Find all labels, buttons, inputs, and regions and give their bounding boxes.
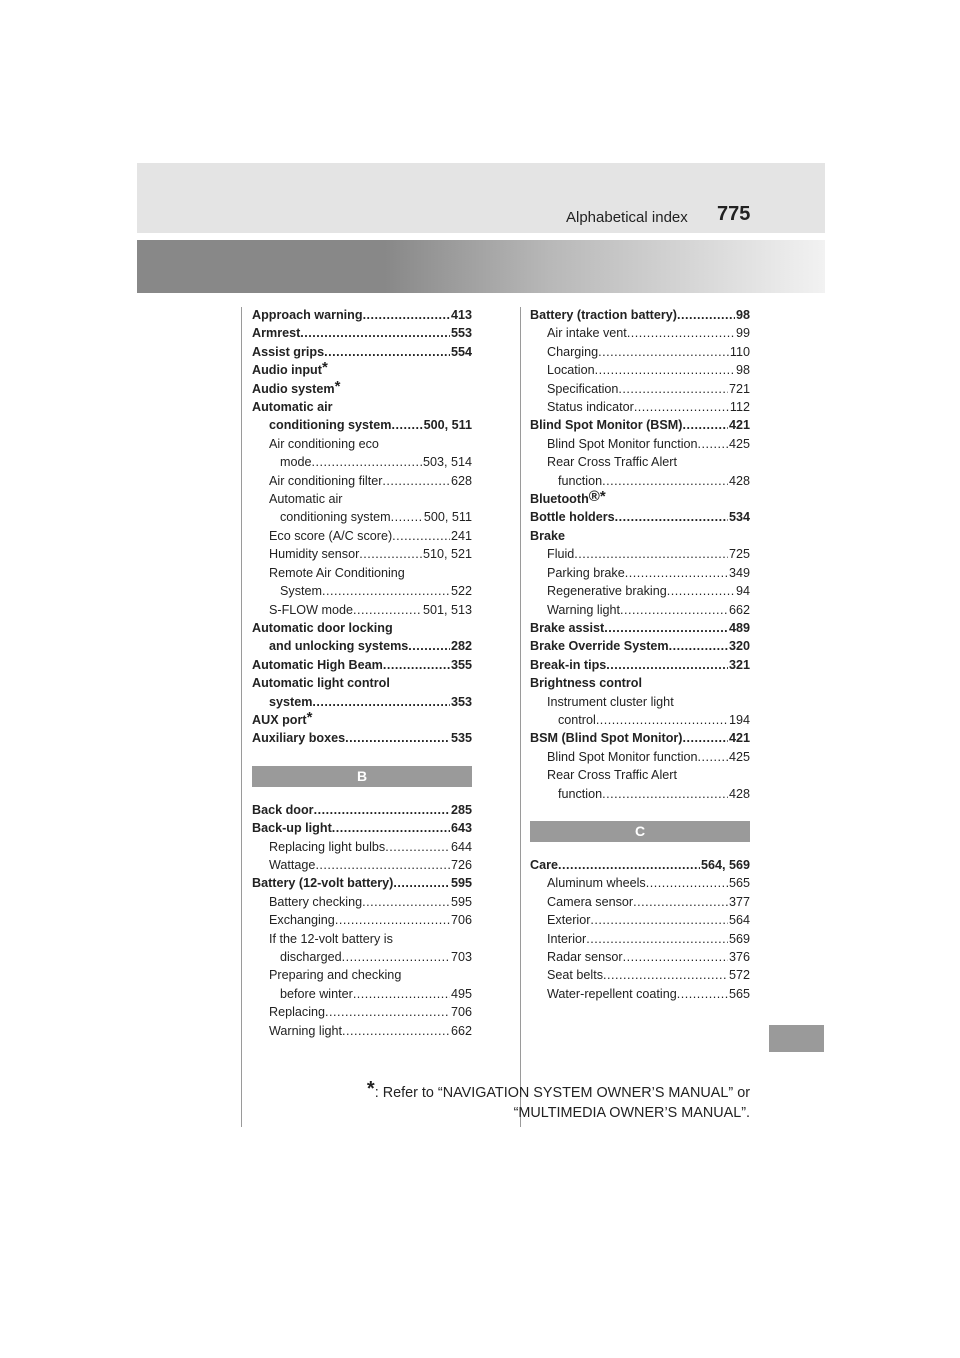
dot-leader [602,785,728,803]
dot-leader [342,948,450,966]
dot-leader [353,601,422,619]
index-entry-term: Air conditioning filter [269,473,383,488]
index-entry [252,453,472,471]
index-entry-page: 421 [728,731,750,746]
index-entry-page: 662 [728,602,750,617]
index-entry [530,582,750,600]
index-entry-term: Automatic air [252,400,333,415]
index-entry-term: Specification [547,381,619,396]
index-entry-term: Approach warning [252,308,363,322]
index-entry-page: 99 [735,326,750,341]
index-entry-page: 425 [728,436,750,451]
dot-leader [574,545,728,563]
index-entry-page: 353 [450,694,472,709]
index-entry-term: Location [547,363,595,378]
index-entry [252,838,472,856]
index-entry-page: 572 [728,968,750,983]
index-entry-term: discharged [280,950,342,964]
dot-leader [335,911,450,929]
dot-leader [677,306,735,324]
index-entry-term: mode [280,455,312,470]
index-entry [252,930,472,948]
index-column-left [252,306,472,1040]
section-header: C [530,821,750,842]
index-entry-term: Blind Spot Monitor function [547,436,698,451]
index-entry-term: If the 12-volt battery is [269,931,393,946]
index-entry-term: Blind Spot Monitor function [547,749,698,764]
index-entry [252,472,472,490]
index-entry-page: 725 [728,547,750,562]
index-entry-term: Back door [252,802,314,817]
index-entry [252,966,472,984]
index-entry-page: 495 [450,986,472,1001]
index-entry-term: Automatic High Beam [252,657,383,672]
dot-leader [393,874,450,892]
index-entry-page: 282 [450,639,472,654]
index-entry-page: 428 [728,786,750,801]
index-entry [252,545,472,563]
index-entry-page: 706 [450,913,472,928]
index-entry-page: 554 [450,344,472,359]
index-entry-term: AUX port [252,712,307,727]
index-entry-page: 726 [450,857,472,872]
dot-leader [359,545,422,563]
index-entry-term: Preparing and checking [269,968,402,983]
index-entry [530,601,750,619]
index-entry [530,306,750,324]
index-entry [530,472,750,490]
dot-leader [383,656,450,674]
dot-leader [408,637,450,655]
index-entry-term: Warning light [547,602,621,617]
index-entry-page: 377 [728,894,750,909]
index-entry-term: Exterior [547,913,591,928]
dot-leader [595,361,735,379]
index-entry-page: 241 [450,528,472,543]
index-entry-page: 564, 569 [700,857,750,872]
index-entry-page: 510, 521 [422,547,472,562]
index-entry-term: before winter [280,986,353,1001]
index-entry [252,398,472,416]
index-entry [252,1003,472,1021]
index-entry-term: Warning light [269,1023,343,1038]
index-entry [252,801,472,819]
index-entry [252,490,472,508]
index-entry-term: Remote Air Conditioning [269,565,405,580]
index-entry-page: 112 [729,400,750,415]
index-entry [530,985,750,1003]
index-entry-term: Radar sensor [547,950,623,964]
index-entry-page: 703 [450,950,472,964]
index-entry [530,729,750,747]
index-entry-term: S-FLOW mode [269,602,353,617]
index-entry [530,619,750,637]
index-entry-term: System [280,584,322,599]
dot-leader [604,619,728,637]
index-entry-term: Rear Cross Traffic Alert [547,768,677,783]
index-entry-page: 194 [728,712,750,727]
index-entry [530,911,750,929]
dot-leader [596,711,728,729]
index-entry-term: Air conditioning eco [269,436,379,451]
index-entry-page: 489 [728,620,750,635]
index-entry [530,948,750,966]
index-entry [252,637,472,655]
index-entry-page: 98 [735,363,750,378]
index-entry-term: Aluminum wheels [547,876,646,891]
dot-leader [312,453,422,471]
dot-leader [382,472,450,490]
index-entry-term: Status indicator [547,400,634,415]
index-entry-page: 421 [728,418,750,433]
index-entry-term: Audio system [252,381,335,396]
index-entry-term: Camera sensor [547,894,634,909]
dot-leader [300,324,450,342]
index-entry-term: Eco score (A/C score) [269,528,393,543]
footnote-marker: * [306,708,313,726]
index-entry [530,693,750,711]
index-entry-term: Blind Spot Monitor (BSM) [530,418,683,433]
index-entry-term: Air intake vent [547,326,627,341]
dot-leader [385,838,450,856]
dot-leader [602,472,728,490]
index-entry-term: Bottle holders [530,510,615,525]
index-entry-term: Instrument cluster light [547,694,674,709]
index-entry [530,380,750,398]
dot-leader [362,893,450,911]
dot-leader [698,748,728,766]
dot-leader [677,985,728,1003]
index-entry-term: Break-in tips [530,657,607,672]
index-entry [530,490,750,508]
index-entry-page: 321 [728,657,750,672]
footnote [366,1078,750,1123]
index-entry [252,1022,472,1040]
index-entry-page: 376 [728,950,750,964]
index-entry-page: 501, 513 [422,602,472,617]
index-entry [252,601,472,619]
dot-leader [603,966,728,984]
index-entry-term: Auxiliary boxes [252,731,346,746]
index-entry-page: 110 [729,344,750,359]
page-title: Alphabetical index [566,209,688,226]
footnote-star: * [366,1078,375,1100]
dot-leader [618,380,728,398]
index-entry [530,453,750,471]
index-entry-term: Parking brake [547,565,625,580]
index-entry [252,674,472,692]
index-entry [252,582,472,600]
index-entry [530,748,750,766]
index-entry-term: Assist grips [252,344,325,359]
index-entry-term: system [269,694,313,709]
index-entry [530,343,750,361]
dot-leader [590,911,728,929]
dot-leader [606,656,728,674]
index-entry-term: conditioning system [269,418,392,433]
index-entry-term: function [558,786,603,801]
dot-leader [683,416,728,434]
index-entry-term: Replacing light bulbs [269,839,386,854]
decorative-gradient-bar [137,240,825,293]
index-entry-page: 595 [450,876,472,891]
index-entry [252,435,472,453]
footnote-line-2: “MULTIMEDIA OWNER’S MANUAL”. [513,1105,750,1121]
index-entry-page: 503, 514 [422,455,472,470]
dot-leader [391,416,422,434]
index-entry-term: Interior [547,931,587,946]
dot-leader [314,801,450,819]
index-entry-term: Automatic light control [252,676,390,691]
index-entry-page: 564 [728,913,750,928]
index-entry [530,856,750,874]
dot-leader [625,564,728,582]
dot-leader [667,582,735,600]
index-entry-page: 500, 511 [423,510,472,525]
dot-leader [623,948,728,966]
index-entry-term: Bluetooth [530,492,589,507]
index-entry-page: 94 [735,584,750,599]
index-entry-page: 534 [728,510,750,525]
dot-leader [683,729,728,747]
dot-leader [325,1003,450,1021]
index-entry-page: 569 [728,931,750,946]
footnote-line-1: : Refer to “NAVIGATION SYSTEM OWNER’S MANUAL” or [374,1085,750,1101]
index-entry [252,306,472,324]
index-entry [530,785,750,803]
dot-leader [620,601,728,619]
index-entry [252,856,472,874]
index-entry-term: Armrest [252,326,301,341]
dot-leader [615,508,728,526]
index-entry [252,911,472,929]
index-entry-term: control [558,712,596,727]
dot-leader [324,343,450,361]
index-entry [530,874,750,892]
index-entry-term: Automatic door locking [252,620,393,635]
index-entry [252,343,472,361]
dot-leader [342,1022,450,1040]
dot-leader [353,985,450,1003]
index-entry-term: Care [530,857,559,872]
index-entry-term: Audio input [252,363,322,378]
index-entry [530,674,750,692]
index-entry [252,416,472,434]
index-entry-term: Brake Override System [530,639,669,654]
index-entry [252,361,472,379]
index-entry [530,564,750,582]
footnote-marker: ®* [588,488,606,506]
index-entry-page: 98 [735,308,750,322]
index-entry [530,416,750,434]
index-entry [252,527,472,545]
dot-leader [332,819,450,837]
index-entry-term: and unlocking systems [269,639,409,654]
index-entry-term: Charging [547,344,599,359]
dot-leader [322,582,450,600]
index-entry-term: Rear Cross Traffic Alert [547,455,677,470]
index-entry-term: Seat belts [547,968,604,983]
index-entry [530,930,750,948]
column-rule-left [241,307,242,1127]
index-entry-term: Battery (traction battery) [530,308,677,322]
index-entry-term: Battery checking [269,894,363,909]
index-entry-page: 553 [450,326,472,341]
index-entry [252,656,472,674]
index-entry [530,508,750,526]
index-entry-page: 413 [450,308,472,322]
index-entry [252,948,472,966]
index-entry-term: BSM (Blind Spot Monitor) [530,731,683,746]
index-entry [530,527,750,545]
index-entry-page: 425 [728,749,750,764]
index-entry-page: 355 [450,657,472,672]
index-entry-term: Battery (12-volt battery) [252,876,394,891]
index-entry [252,708,472,729]
dot-leader [634,398,729,416]
index-entry [530,711,750,729]
index-entry [252,377,472,398]
index-entry [252,819,472,837]
index-entry [530,324,750,342]
footnote-marker: * [321,359,328,377]
index-entry-page: 595 [450,894,472,909]
dot-leader [698,435,728,453]
dot-leader [669,637,728,655]
index-entry-term: Automatic air [269,492,343,507]
dot-leader [392,527,450,545]
index-entry-page: 428 [728,473,750,488]
index-entry [252,508,472,526]
index-entry-page: 628 [450,473,472,488]
dot-leader [627,324,735,342]
index-entry-term: Brake assist [530,620,605,635]
index-entry [530,398,750,416]
index-entry-page: 320 [728,639,750,654]
index-entry-page: 349 [728,565,750,580]
index-entry-page: 721 [728,381,750,396]
dot-leader [598,343,729,361]
index-entry [530,435,750,453]
dot-leader [646,874,728,892]
index-entry-page: 285 [450,802,472,817]
index-entry-term: Water-repellent coating [547,986,677,1001]
dot-leader [363,306,450,324]
index-entry-page: 644 [450,839,472,854]
chapter-tab [769,1025,824,1052]
index-entry-page: 565 [728,986,750,1001]
index-entry [252,985,472,1003]
index-entry-term: Replacing [269,1005,326,1020]
index-entry [252,619,472,637]
index-entry [530,656,750,674]
dot-leader [315,856,450,874]
index-entry [530,361,750,379]
index-entry [530,766,750,784]
index-entry [252,729,472,747]
index-entry-term: Regenerative braking [547,584,667,599]
index-entry [252,564,472,582]
index-entry-page: 662 [450,1023,472,1038]
index-entry [530,893,750,911]
footnote-marker: * [334,377,341,395]
index-entry-term: Humidity sensor [269,547,360,562]
column-rule-middle [520,307,521,1127]
dot-leader [345,729,450,747]
index-entry [530,966,750,984]
index-entry-term: Exchanging [269,913,335,928]
index-entry-page: 643 [450,821,472,836]
index-entry-page: 706 [450,1005,472,1020]
dot-leader [586,930,728,948]
page-number: 775 [717,203,751,225]
index-entry-page: 500, 511 [423,418,472,433]
index-column-right [530,306,750,1003]
index-entry [252,874,472,892]
index-entry-term: conditioning system [280,510,391,525]
dot-leader [391,508,423,526]
index-entry-term: Fluid [547,547,575,562]
index-entry [530,637,750,655]
index-entry [252,893,472,911]
index-entry-term: Brightness control [530,676,642,691]
index-entry-page: 565 [728,876,750,891]
index-entry [252,324,472,342]
dot-leader [312,693,450,711]
index-entry-page: 535 [450,731,472,746]
index-entry-term: function [558,473,603,488]
dot-leader [633,893,728,911]
index-entry-term: Back-up light [252,821,332,836]
index-entry-term: Brake [530,528,566,543]
index-entry-term: Wattage [269,857,316,872]
index-entry-page: 522 [450,584,472,599]
section-header: B [252,766,472,787]
index-entry [252,693,472,711]
dot-leader [558,856,700,874]
index-entry [530,545,750,563]
